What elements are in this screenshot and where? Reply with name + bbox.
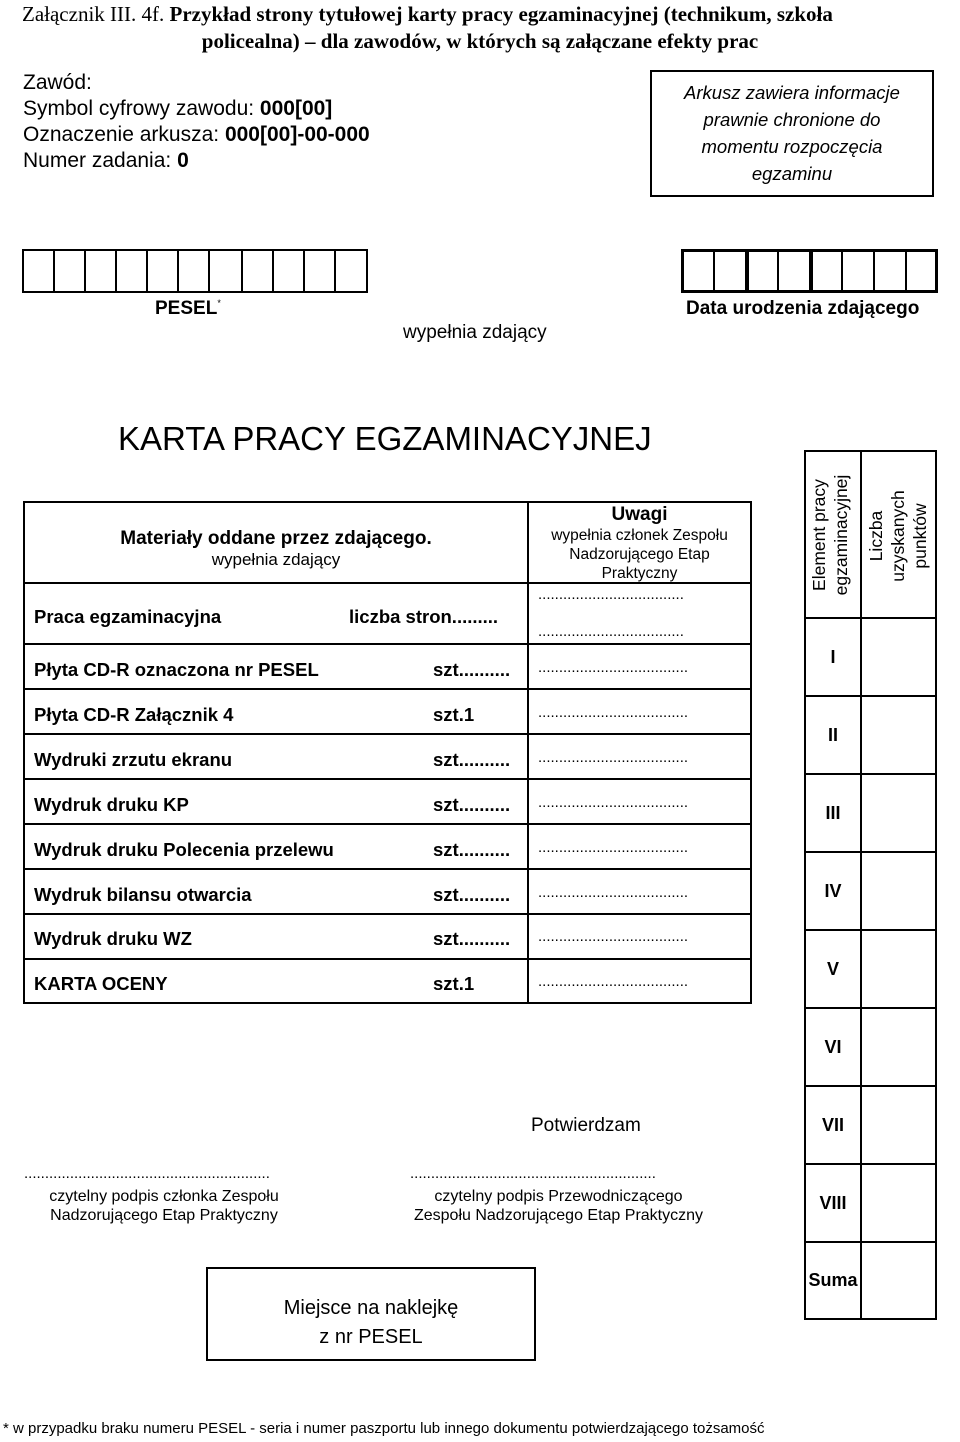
pesel-footnote-mark: *	[217, 298, 221, 308]
birth-date-label: Data urodzenia zdającego	[686, 298, 920, 319]
material-note[interactable]: ....................................	[538, 749, 689, 766]
score-col-points-header: Liczba uzyskanych punktów	[866, 490, 930, 582]
material-qty[interactable]: szt.1	[433, 704, 475, 725]
signature-line-chair[interactable]: ...........................................................	[410, 1165, 656, 1182]
score-row-label: II	[827, 725, 838, 745]
material-item: Wydruk druku Polecenia przelewu	[34, 839, 334, 860]
material-note[interactable]: ...................................	[538, 586, 684, 603]
score-row-label: V	[826, 959, 839, 979]
score-row-label: III	[825, 803, 841, 823]
material-item: Wydruki zrzutu ekranu	[34, 749, 233, 770]
material-qty[interactable]: szt..........	[433, 928, 511, 949]
score-row-label: IV	[824, 881, 842, 901]
signature-caption-member: czytelny podpis członka Zespołu Nadzorującego Etap Praktyczny	[49, 1188, 279, 1224]
material-note[interactable]: ....................................	[538, 794, 689, 811]
material-qty[interactable]: szt..........	[433, 839, 511, 860]
pesel-label: PESEL*	[155, 298, 221, 319]
birth-date-input-boxes[interactable]	[681, 249, 938, 293]
profession-symbol: Symbol cyfrowy zawodu: 000[00]	[23, 97, 333, 120]
score-sum-label: Suma	[808, 1270, 858, 1290]
exam-info	[23, 70, 370, 174]
material-note[interactable]: ....................................	[538, 928, 689, 945]
signature-line-member[interactable]: ...........................................................	[24, 1165, 270, 1182]
confirm-title: Potwierdzam	[531, 1115, 641, 1136]
material-note[interactable]: ....................................	[538, 973, 689, 990]
sheet-designation: Oznaczenie arkusza: 000[00]-00-000	[23, 123, 370, 146]
material-item: Praca egzaminacyjna	[34, 606, 222, 627]
signature-caption-chair: czytelny podpis Przewodniczącego Zespołu Nadzorującego Etap Praktyczny	[413, 1188, 704, 1224]
material-item: KARTA OCENY	[34, 973, 168, 994]
confidential-notice: Arkusz zawiera informacje prawnie chronione do momentu rozpoczęcia egzaminu	[650, 70, 934, 197]
filled-by-candidate: wypełnia zdający	[403, 322, 547, 343]
score-col-element-header: Element pracy egzaminacyjnej	[809, 474, 851, 596]
material-qty[interactable]: szt..........	[433, 659, 511, 680]
header-title-line2: policealna) – dla zawodów, w których są załączane efekty prac	[201, 29, 759, 53]
material-note[interactable]: ....................................	[538, 659, 689, 676]
footnote: * w przypadku braku numeru PESEL - seria i numer paszportu lub innego dokumentu potwierdzającego tożsamość	[3, 1420, 765, 1437]
material-qty[interactable]: szt..........	[433, 794, 511, 815]
page-header	[22, 0, 952, 28]
material-note[interactable]: ....................................	[538, 884, 689, 901]
header-prefix: Załącznik III. 4f.	[22, 2, 165, 26]
material-note[interactable]: ....................................	[538, 704, 689, 721]
score-row-label: VI	[824, 1037, 842, 1057]
material-note[interactable]: ....................................	[538, 839, 689, 856]
material-qty[interactable]: liczba stron.........	[349, 606, 499, 627]
notes-header: Uwagi wypełnia członek Zespołu Nadzorującego Etap Praktyczny	[551, 504, 728, 582]
score-row-label: I	[830, 647, 836, 667]
pesel-input-boxes[interactable]	[22, 249, 368, 293]
material-item: Płyta CD-R Załącznik 4	[34, 704, 234, 725]
material-item: Wydruk druku WZ	[34, 928, 192, 949]
material-qty[interactable]: szt..........	[433, 749, 511, 770]
main-title: KARTA PRACY EGZAMINACYJNEJ	[118, 420, 652, 457]
material-item: Wydruk druku KP	[34, 794, 189, 815]
header-title-line1: Przykład strony tytułowej karty pracy egzaminacyjnej (technikum, szkoła	[169, 2, 833, 26]
material-item: Płyta CD-R oznaczona nr PESEL	[34, 659, 319, 680]
task-number: Numer zadania: 0	[23, 149, 189, 172]
profession-label: Zawód:	[23, 71, 92, 94]
material-qty[interactable]: szt..........	[433, 884, 511, 905]
score-row-label: VIII	[819, 1193, 847, 1213]
material-item: Wydruk bilansu otwarcia	[34, 884, 252, 905]
pesel-sticker-area: Miejsce na naklejkę z nr PESEL	[206, 1267, 536, 1361]
score-row-label: VII	[821, 1115, 844, 1135]
material-qty[interactable]: szt.1	[433, 973, 475, 994]
materials-header: Materiały oddane przez zdającego. wypełnia zdający	[120, 528, 432, 569]
material-note[interactable]: ...................................	[538, 623, 684, 640]
